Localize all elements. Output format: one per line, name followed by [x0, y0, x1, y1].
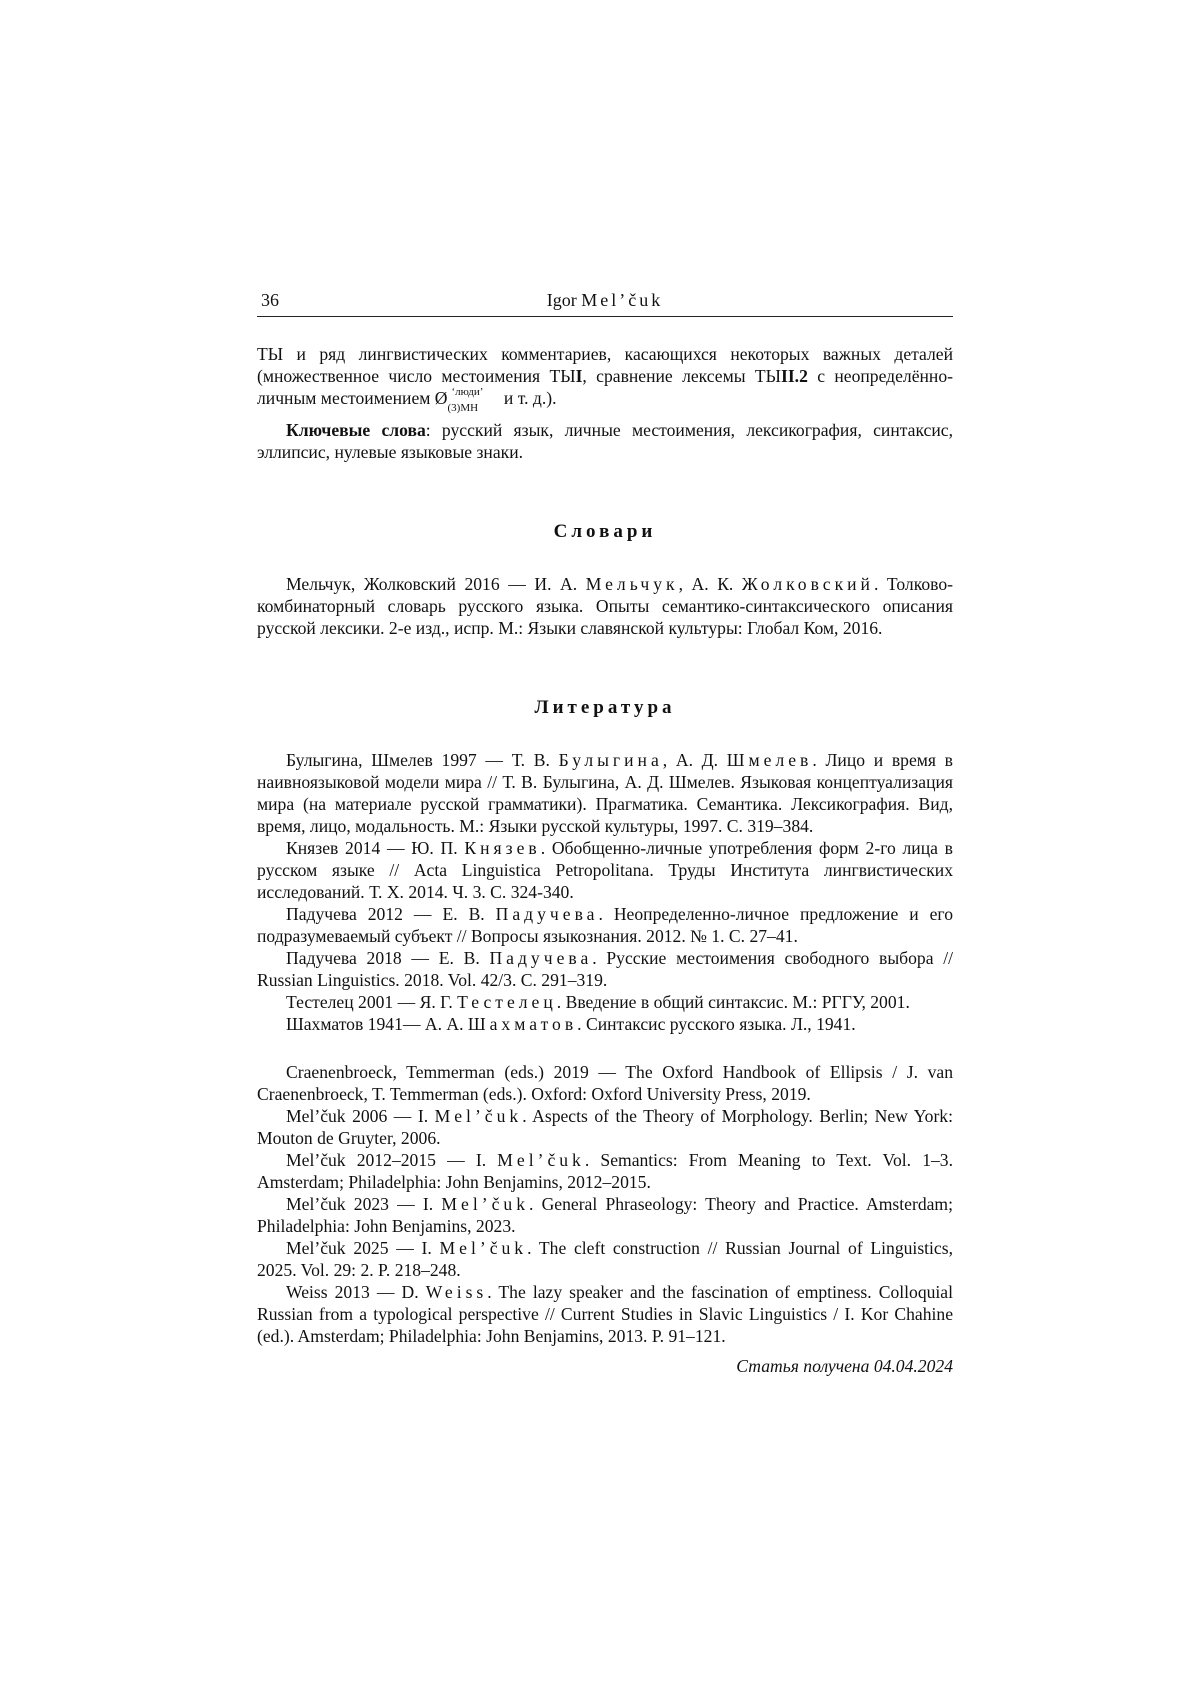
ref-text: Craenenbroeck, Temmerman (eds.) 2019 — The Oxford Handbook of Ellipsis / J. van Craenenbroeck, T. Temmerman (eds.). Oxford: Oxford University Press, 2019.: [257, 1062, 953, 1104]
ref-text: Weiss 2013 — D.: [286, 1282, 426, 1302]
author-spaced: Тестелец: [457, 992, 557, 1012]
references-english: [257, 1061, 953, 1347]
references-russian: [257, 749, 953, 1035]
ref-text: . The lazy speaker and the fascination of emptiness. Colloquial Russian from a typological perspective // Current Studies in Slavic Linguistics / I. Kor Chahine (ed.). Amsterdam; Philadelphia: John Benjamins, 2013. P. 91–121.: [257, 1282, 953, 1346]
ref-text: . General Phraseology: Theory and Practice. Amsterdam; Philadelphia: John Benjamins, 2023.: [257, 1194, 953, 1236]
ref-text: . Aspects of the Theory of Morphology. Berlin; New York: Mouton de Gruyter, 2006.: [257, 1106, 953, 1148]
abstract-bold-2: II.2: [780, 366, 808, 386]
author-spaced: Князев: [464, 838, 541, 858]
author-last-name: Mel’čuk: [581, 290, 664, 310]
reference-entry: [257, 837, 953, 903]
abstract-bold-1: I: [575, 366, 583, 386]
ref-text: . Semantics: From Meaning to Text. Vol. 1–3. Amsterdam; Philadelphia: John Benjamins, 2012–2015.: [257, 1150, 953, 1192]
author-spaced: Падучева: [495, 904, 599, 924]
author-spaced: Mel’čuk: [441, 1194, 529, 1214]
dictionary-entry: [257, 573, 953, 639]
author-spaced: Жолковский: [741, 574, 874, 594]
ref-text: Mel’čuk 2023 — I.: [286, 1194, 442, 1214]
abstract-tail: [257, 343, 953, 414]
reference-entry: [257, 1061, 953, 1105]
dictionaries-heading: Словари: [553, 521, 657, 542]
ref-text: . Введение в общий синтаксис. М.: РГГУ, 2001.: [556, 992, 910, 1012]
abstract-text-2: , сравнение лексемы ТЫ: [582, 366, 781, 386]
author-spaced: Weiss: [425, 1282, 488, 1302]
ref-text: Падучева 2018 — Е. В.: [286, 948, 490, 968]
running-header: [257, 290, 953, 317]
author-spaced: Mel’čuk: [497, 1150, 585, 1170]
abstract-text-1: ТЫ и ряд лингвистических комментариев, касающихся некоторых важных деталей (множественное число местоимения ТЫ: [257, 344, 953, 386]
literature-heading: Литература: [534, 697, 676, 718]
content: [257, 343, 953, 1377]
abstract-text-4: и т. д.).: [499, 388, 557, 408]
author-spaced: Булыгина: [558, 750, 663, 770]
running-head-author: [257, 290, 953, 311]
ref-text: Булыгина, Шмелев 1997 — Т. В.: [286, 750, 559, 770]
reference-entry: [257, 1013, 953, 1035]
reference-entry: [257, 1281, 953, 1347]
keywords-text: : русский язык, личные местоимения, лексикография, синтаксис, эллипсис, нулевые языковые знаки.: [257, 420, 953, 462]
ref-text: . Синтаксис русского языка. Л., 1941.: [577, 1014, 856, 1034]
ref-text: Mel’čuk 2006 — I.: [286, 1106, 435, 1126]
abstract-text-3: с неопределённо-личным местоимением Ø: [257, 366, 953, 408]
ref-text: , А. К.: [678, 574, 742, 594]
ref-text: Падучева 2012 — Е. В.: [286, 904, 496, 924]
reference-entry: [257, 947, 953, 991]
reference-entry: [257, 1105, 953, 1149]
author-spaced: Шахматов: [467, 1014, 578, 1034]
received-date: Статья получена 04.04.2024: [736, 1356, 953, 1376]
reference-entry: [257, 991, 953, 1013]
ref-text: Mel’čuk 2012–2015 — I.: [286, 1150, 498, 1170]
reference-entry: [257, 903, 953, 947]
page-number: 36: [261, 290, 279, 310]
author-spaced: Mel’čuk: [434, 1106, 523, 1126]
keywords-label: Ключевые слова: [286, 420, 426, 440]
author-first-name: Igor: [546, 290, 577, 310]
ref-text: Князев 2014 — Ю. П.: [286, 838, 465, 858]
dictionaries-list: [257, 573, 953, 639]
ref-text: Мельчук, Жолковский 2016 — И. А.: [286, 574, 586, 594]
author-spaced: Mel’čuk: [439, 1238, 528, 1258]
reference-entry: [257, 1193, 953, 1237]
ref-text: . Лицо и время в наивноязыковой модели мира // Т. В. Булыгина, А. Д. Шмелев. Языковая концептуализация мира (на материале русской грамматики). Прагматика. Семантика. Лексикография. Вид, время, лицо, модальность. М.: Языки русской культуры, 1997. С. 319–384.: [257, 750, 953, 836]
ref-text: . Толково-комбинаторный словарь русского языка. Опыты семантико-синтаксического описания русской лексики. 2-е изд., испр. М.: Языки славянской культуры: Глобал Ком, 2016.: [257, 574, 953, 638]
ref-text: . Русские местоимения свободного выбора // Russian Linguistics. 2018. Vol. 42/3. С. 291–319.: [257, 948, 954, 990]
ref-text: Тестелец 2001 — Я. Г.: [286, 992, 458, 1012]
ref-text: , А. Д.: [662, 750, 727, 770]
ref-text: . The cleft construction // Russian Journal of Linguistics, 2025. Vol. 29: 2. P. 218–248.: [257, 1238, 953, 1280]
ref-text: Шахматов 1941— А. А.: [286, 1014, 468, 1034]
zero-pronoun-sub: (3)МН: [447, 402, 479, 414]
ref-text: Mel’čuk 2025 — I.: [286, 1238, 440, 1258]
zero-pronoun-indices: [447, 386, 500, 414]
author-spaced: Шмелев: [726, 750, 813, 770]
keywords: [257, 419, 953, 463]
reference-entry: [257, 1237, 953, 1281]
ref-text: . Неопределенно-личное предложение и его подразумеваемый субъект // Вопросы языкознания. 2012. № 1. С. 27–41.: [257, 904, 953, 946]
author-spaced: Мельчук: [585, 574, 679, 594]
reference-entry: [257, 1149, 953, 1193]
ref-text: . Обобщенно-личные употребления форм 2-го лица в русском языке // Acta Linguistica Petropolitana. Труды Института лингвистических исследований. Т. X. 2014. Ч. 3. С. 324-340.: [257, 838, 953, 902]
reference-entry: [257, 749, 953, 837]
zero-pronoun-sup: ‘люди’: [451, 386, 484, 398]
author-spaced: Падучева: [489, 948, 593, 968]
